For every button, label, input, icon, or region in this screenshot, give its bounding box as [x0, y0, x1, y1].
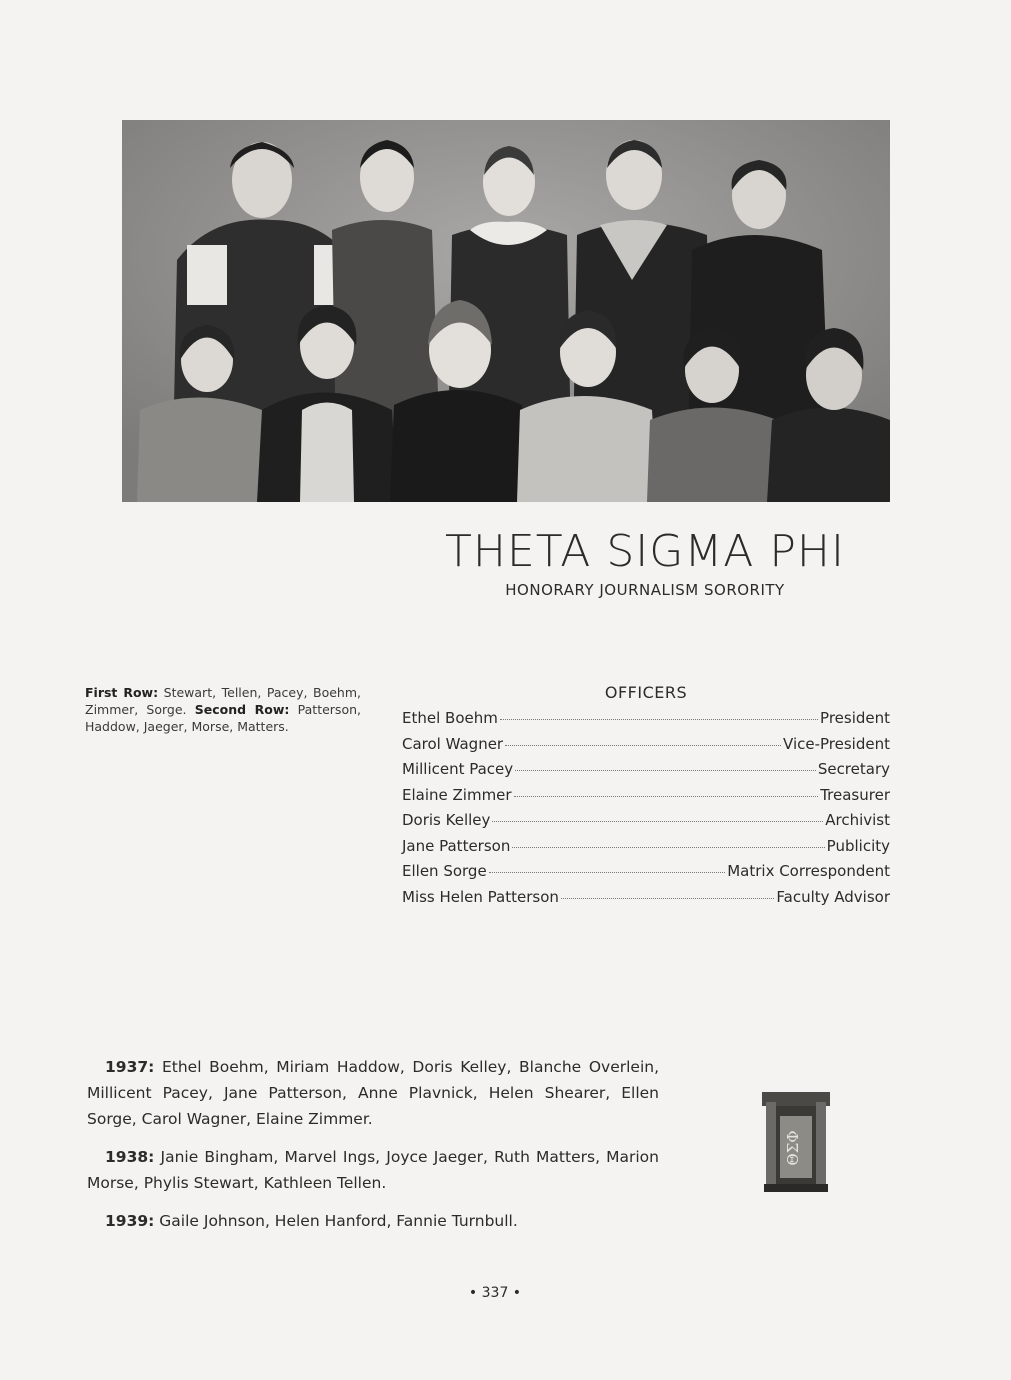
- page-number: • 337 •: [468, 1285, 522, 1301]
- class-member-lists: [87, 1054, 659, 1246]
- officer-name: Carol Wagner: [402, 734, 504, 753]
- officer-name: Jane Patterson: [402, 836, 511, 855]
- class-year: 1938:: [105, 1148, 155, 1166]
- officer-row: [402, 837, 890, 863]
- class-paragraph: [87, 1144, 659, 1196]
- officer-role: Vice-President: [783, 734, 890, 753]
- leader-dots: [514, 796, 819, 797]
- class-names: Gaile Johnson, Helen Hanford, Fannie Turnbull.: [159, 1212, 518, 1230]
- officer-role: President: [820, 709, 890, 727]
- officer-role: Treasurer: [820, 785, 890, 804]
- officer-name: Millicent Pacey: [402, 760, 514, 778]
- first-row-label: First Row:: [85, 685, 159, 700]
- officer-role: Publicity: [826, 836, 890, 855]
- leader-dots: [512, 847, 824, 848]
- class-year: 1937:: [105, 1058, 155, 1076]
- officer-row: [402, 760, 890, 786]
- class-names: Janie Bingham, Marvel Ings, Joyce Jaeger, Ruth Matters, Marion Morse, Phylis Stewart, Kathleen Tellen.: [87, 1148, 659, 1192]
- sorority-crest-icon: [760, 1088, 832, 1194]
- leader-dots: [561, 898, 774, 899]
- officer-row: [402, 735, 890, 761]
- leader-dots: [489, 872, 726, 873]
- second-row-names: Patterson, Haddow, Jaeger, Morse, Matters.: [85, 702, 361, 734]
- leader-dots: [492, 821, 823, 822]
- officer-name: Doris Kelley: [402, 811, 491, 829]
- class-paragraph: [87, 1054, 659, 1132]
- class-names: Ethel Boehm, Miriam Haddow, Doris Kelley, Blanche Overlein, Millicent Pacey, Jane Patterson, Anne Plavnick, Helen Shearer, Ellen Sorge, Carol Wagner, Elaine Zimmer.: [87, 1058, 659, 1128]
- officers-heading: OFFICERS: [604, 683, 688, 702]
- page-title: THETA SIGMA PHI: [445, 526, 845, 577]
- class-paragraph: [87, 1208, 659, 1234]
- officer-name: Miss Helen Patterson: [402, 887, 559, 906]
- officer-role: Faculty Advisor: [776, 887, 890, 906]
- second-row-label: Second Row:: [194, 702, 290, 717]
- officer-name: Elaine Zimmer: [402, 785, 512, 804]
- officers-list: [402, 709, 890, 913]
- group-photo-illustration: [122, 120, 890, 502]
- crest-letters: ΘΣΦ: [784, 1130, 802, 1166]
- officer-row: [402, 811, 890, 837]
- leader-dots: [500, 719, 818, 720]
- leader-dots: [505, 745, 781, 746]
- leader-dots: [515, 770, 816, 771]
- page-subtitle: HONORARY JOURNALISM SORORITY: [505, 581, 785, 599]
- officer-role: Secretary: [817, 760, 890, 778]
- officer-row: [402, 888, 890, 914]
- officer-role: Archivist: [825, 811, 890, 829]
- officer-name: Ethel Boehm: [402, 709, 498, 727]
- class-year: 1939:: [105, 1212, 155, 1230]
- officer-row: [402, 786, 890, 812]
- officer-role: Matrix Correspondent: [727, 862, 890, 880]
- officer-row: [402, 709, 890, 735]
- first-row-names: Stewart, Tellen, Pacey, Boehm, Zimmer, Sorge.: [85, 685, 362, 717]
- photo-caption: [85, 684, 361, 735]
- officer-name: Ellen Sorge: [402, 862, 487, 880]
- group-photo: [122, 120, 890, 502]
- officer-row: [402, 862, 890, 888]
